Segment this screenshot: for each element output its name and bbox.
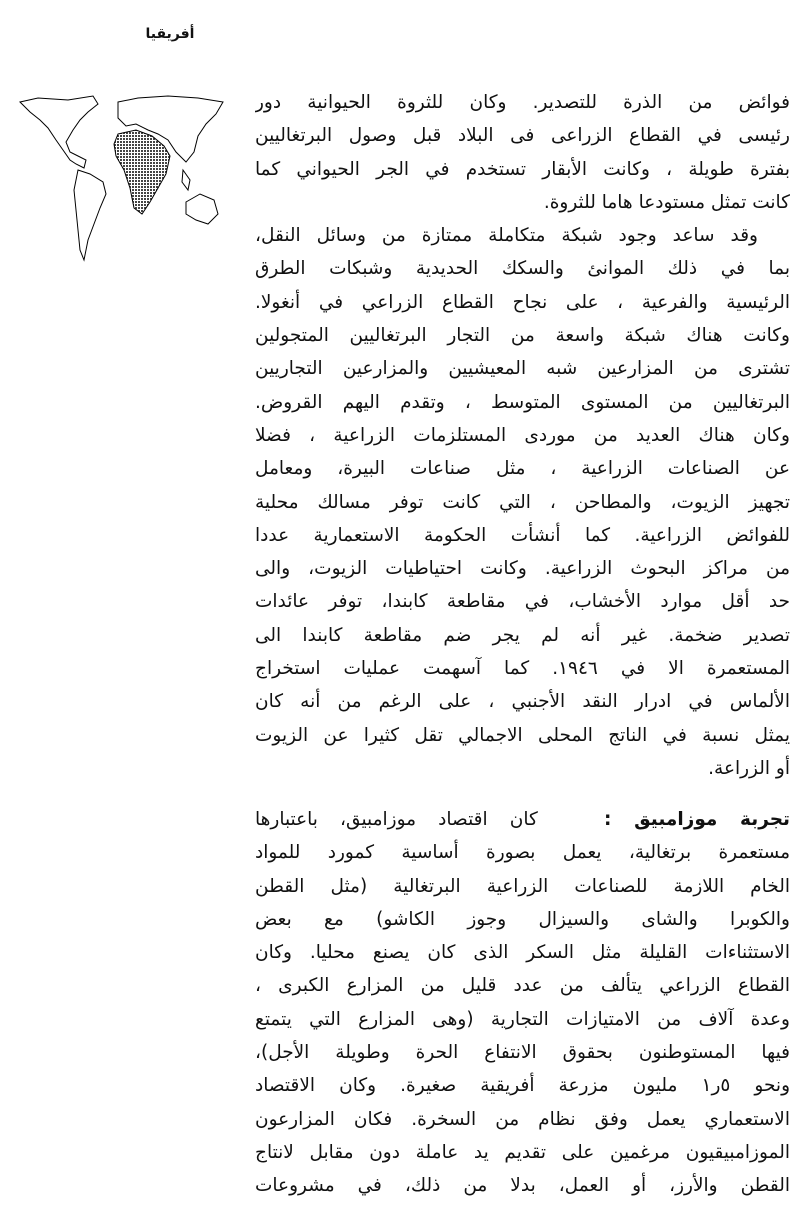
- text-line: رئيسى في القطاع الزراعى فى البلاد قبل وصول البرتغاليين: [255, 125, 790, 147]
- text-line: القطن والأرز، أو العمل، بدلا من ذلك، في مشروعات: [255, 1175, 790, 1197]
- text-line: من مراكز البحوث الزراعية. وكانت احتياطيات الزيوت، والى: [255, 558, 790, 580]
- text-line: البرتغاليين من المستوى المتوسط ، وتقدم اليهم القروض.: [255, 391, 790, 413]
- text-line: فيها المستوطنون بحقوق الانتفاع الحرة وطويلة الأجل)،: [255, 1042, 790, 1064]
- text-line: فوائض من الذرة للتصدير. وكان للثروة الحيوانية دور: [255, 92, 790, 113]
- africa-highlight: [114, 130, 170, 214]
- text-line: تشترى من المزارعين شبه المعيشيين والمزارعين التجاريين: [255, 358, 790, 380]
- text-line: الألماس في ادرار النقد الأجنبي ، على الرغم من أنه كان: [255, 691, 790, 713]
- section-mozambique-text: [255, 803, 790, 1203]
- text-line: حد أقل موارد الأخشاب، في مقاطعة كابندا، توفر عائدات: [255, 591, 790, 613]
- text-line: القطاع الزراعي يتألف من عدد قليل من المزارع الكبرى ،: [255, 975, 790, 997]
- text-line: ونحو ٥ر١ مليون مزرعة أفريقية صغيرة. وكان الاقتصاد: [255, 1075, 790, 1097]
- text-line: كانت تمثل مستودعا هاما للثروة.: [543, 191, 790, 213]
- running-header: أفريقيا: [145, 26, 195, 42]
- section-angola-text: [255, 86, 790, 785]
- text-line: [255, 803, 790, 836]
- text-line: للفوائض الزراعية. كما أنشأت الحكومة الاستعمارية عددا: [255, 524, 790, 546]
- text-line: وكان هناك العديد من موردى المستلزمات الزراعية ، فضلا: [255, 424, 790, 446]
- section-heading: تجربة موزامبيق :: [604, 809, 790, 830]
- text-line: الاستثناءات القليلة مثل السكر الذى كان يصنع محليا. وكان: [255, 942, 790, 964]
- text-line: بفترة طويلة ، وكانت الأبقار تستخدم في الجر الحيواني كما: [255, 158, 790, 180]
- text-line: الاستعماري يعمل وفق نظام من السخرة. فكان المزارعون: [255, 1108, 790, 1130]
- world-map-icon: [18, 90, 228, 270]
- text-line: الخام اللازمة للصناعات الزراعية البرتغالية (مثل القطن: [255, 875, 790, 897]
- text-line: وعدة آلاف من الامتيازات التجارية (وهى المزارع التي يتمتع: [255, 1008, 790, 1030]
- text-line: تصدير ضخمة. غير أنه لم يجر ضم مقاطعة كابندا الى: [255, 624, 790, 646]
- text-line: وكانت هناك شبكة واسعة من التجار البرتغاليين المتجولين: [255, 325, 790, 347]
- text-line: الموزامبيقيون مرغمين على تقديم يد عاملة دون مقابل لانتاج: [255, 1141, 790, 1163]
- text-line: أو الزراعة.: [708, 757, 790, 779]
- text-line-content: كان اقتصاد موزامبيق، باعتبارها: [255, 809, 538, 830]
- text-line: تجهيز الزيوت، والمطاحن ، التي كانت توفر مسالك محلية: [255, 491, 790, 513]
- text-line: بما في ذلك الموانئ والسكك الحديدية وشبكات الطرق: [255, 258, 790, 280]
- text-line: مستعمرة برتغالية، يعمل بصورة أساسية كمورد للمواد: [255, 842, 790, 864]
- text-line: عن الصناعات الزراعية ، مثل صناعات البيرة، ومعامل: [255, 458, 790, 480]
- text-line: الرئيسية والفرعية ، على نجاح القطاع الزراعي في أنغولا.: [255, 291, 790, 313]
- text-line: وقد ساعد وجود شبكة متكاملة ممتازة من وسائل النقل،: [255, 225, 758, 247]
- text-line: والكوبرا والشاى والسيزال وجوز الكاشو) مع بعض: [255, 908, 790, 930]
- text-line: يمثل نسبة في الناتج المحلى الاجمالي تقل كثيرا عن الزيوت: [255, 724, 790, 746]
- text-line: المستعمرة الا في ١٩٤٦. كما آسهمت عمليات استخراج: [255, 658, 790, 680]
